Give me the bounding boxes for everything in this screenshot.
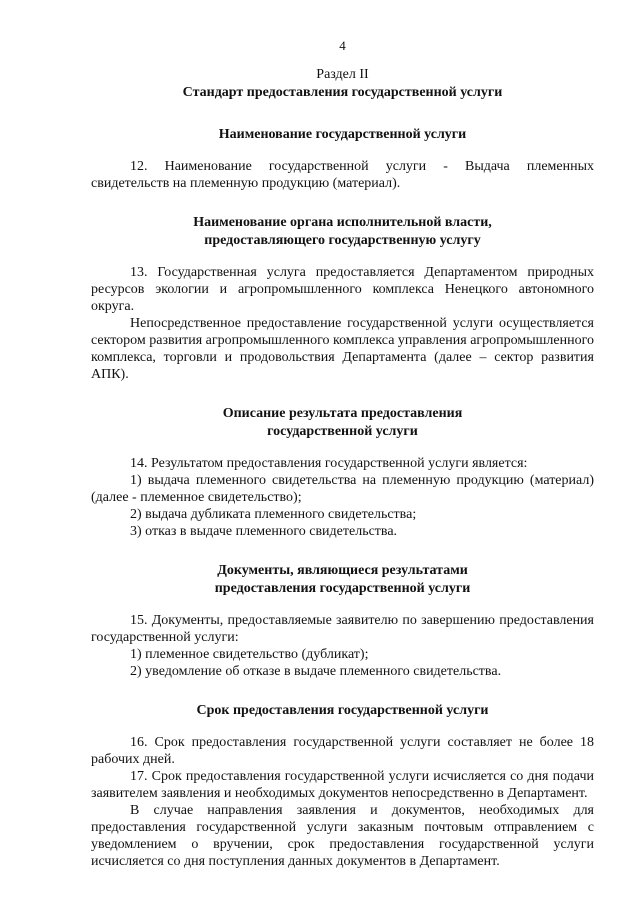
paragraph-13-direct: Непосредственное предоставление государственной услуги осуществляется сектором развития агропромышленного комплекса управления агропромышленного комплекса, торговли и продовольствия Департамента (далее – сектор развития АПК).	[91, 316, 594, 382]
heading-line: Документы, являющиеся результатами	[217, 563, 468, 578]
paragraph-13: 13. Государственная услуга предоставляется Департаментом природных ресурсов экологии и агропромышленного комплекса Ненецкого автономного округа.	[91, 265, 594, 314]
block-result-description	[91, 455, 594, 540]
heading-line: Наименование органа исполнительной власти,	[193, 215, 492, 230]
page-number: 4	[339, 38, 346, 53]
paragraph-16: 16. Срок предоставления государственной услуги составляет не более 18 рабочих дней.	[91, 735, 594, 767]
section-label: Раздел II	[316, 67, 369, 82]
paragraph-14: 14. Результатом предоставления государственной услуги является:	[130, 456, 528, 471]
block-result-documents	[91, 612, 594, 680]
heading-line: Описание результата предоставления	[222, 406, 463, 421]
section-title: Стандарт предоставления государственной услуги	[182, 85, 503, 100]
list-item: 3) отказ в выдаче племенного свидетельства.	[130, 524, 398, 539]
list-item: 1) выдача племенного свидетельства на племенную продукцию (материал) (далее - племенное свидетельство);	[91, 473, 594, 505]
block-service-name	[91, 158, 594, 192]
paragraph-17-mail: В случае направления заявления и документов, необходимых для предоставления государственной услуги заказным почтовым отправлением с уведомлением о вручении, срок предоставления государственной услуги исчисляется со дня поступления данных документов в Департамент.	[91, 803, 594, 869]
heading-service-term	[91, 702, 594, 720]
list-item: 2) выдача дубликата племенного свидетельства;	[130, 507, 417, 522]
paragraph-17: 17. Срок предоставления государственной услуги исчисляется со дня подачи заявителем заявления и необходимых документов непосредственно в Департамент.	[91, 769, 594, 801]
heading-result-description	[91, 405, 594, 441]
heading-line: предоставления государственной услуги	[214, 581, 471, 596]
heading-line: государственной услуги	[267, 424, 418, 439]
list-item: 2) уведомление об отказе в выдаче племенного свидетельства.	[130, 664, 502, 679]
heading-line: предоставляющего государственную услугу	[204, 233, 481, 248]
heading-result-documents	[91, 562, 594, 598]
heading-line: Наименование государственной услуги	[218, 127, 467, 142]
heading-authority	[91, 214, 594, 250]
paragraph-15: 15. Документы, предоставляемые заявителю по завершению предоставления государственной услуги:	[91, 613, 594, 645]
heading-line: Срок предоставления государственной услуги	[196, 703, 489, 718]
list-item: 1) племенное свидетельство (дубликат);	[130, 647, 369, 662]
paragraph-12: 12. Наименование государственной услуги - Выдача племенных свидетельств на племенную продукцию (материал).	[91, 159, 594, 191]
block-service-term	[91, 734, 594, 870]
block-authority	[91, 264, 594, 383]
heading-service-name	[91, 126, 594, 144]
